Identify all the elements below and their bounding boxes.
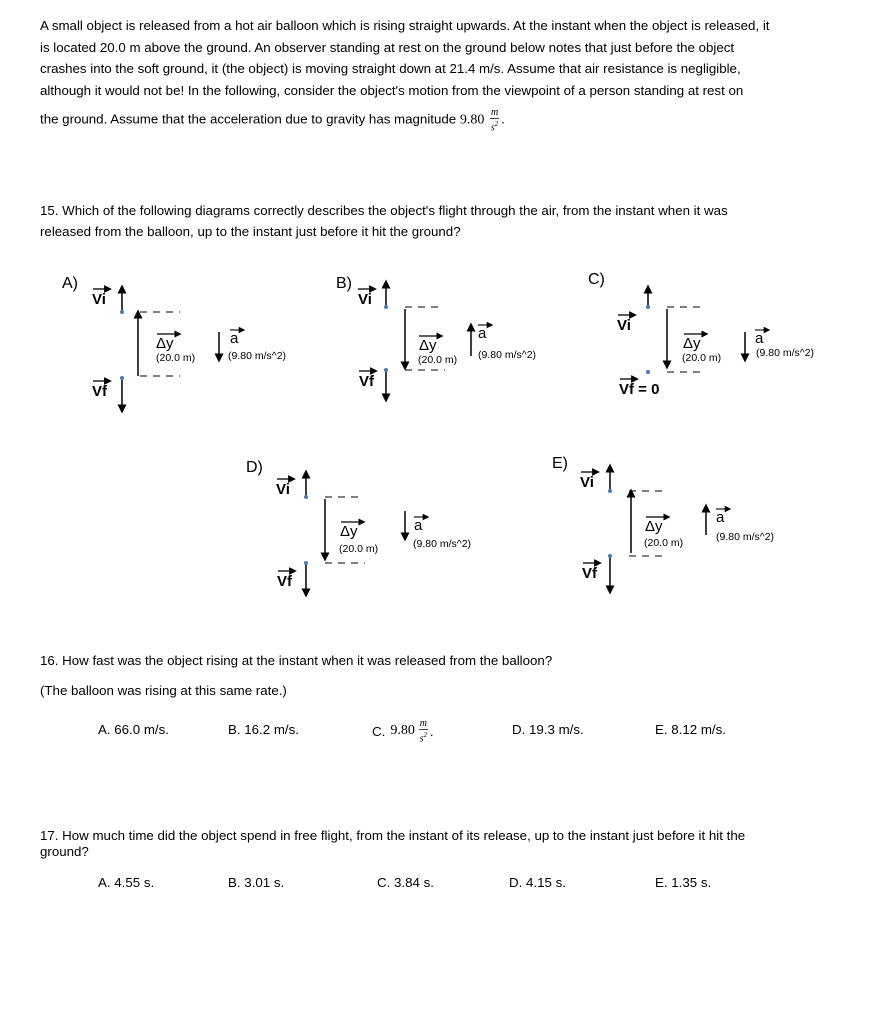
unit-numerator: m xyxy=(490,107,499,118)
vi-label: Vi xyxy=(358,291,372,308)
q17-answer-a[interactable]: A. 4.55 s. xyxy=(98,875,155,890)
q16-answer-d[interactable]: D. 19.3 m/s. xyxy=(512,722,584,737)
q17-answer-e[interactable]: E. 1.35 s. xyxy=(655,875,712,890)
dy-value: (20.0 m) xyxy=(682,352,722,364)
vf-label: Vf = 0 xyxy=(619,381,660,398)
intro-last-text: the ground. Assume that the acceleration due to gravity has magnitude xyxy=(40,111,457,127)
object-dot xyxy=(304,495,308,499)
q16-line2: (The balloon was rising at this same rate.) xyxy=(40,683,287,698)
vi-label: Vi xyxy=(617,317,631,334)
vf-label: Vf xyxy=(359,373,374,390)
object-dot xyxy=(608,489,612,493)
object-dot xyxy=(646,305,650,309)
dy-value: (20.0 m) xyxy=(418,354,458,366)
dy-value: (20.0 m) xyxy=(156,352,196,364)
object-dot xyxy=(120,376,124,380)
diagram-b xyxy=(336,275,536,398)
q17-line1: 17. How much time did the object spend in free flight, from the instant of its release, up to the instant just before it hit the xyxy=(40,828,746,843)
object-dot xyxy=(120,310,124,314)
vf-label: Vf xyxy=(582,565,597,582)
unit-denominator: $s^2$ xyxy=(490,120,499,134)
a-label: a xyxy=(716,509,725,526)
dy-value: (20.0 m) xyxy=(644,537,684,549)
q15-line2: released from the balloon, up to the instant just before it hit the ground? xyxy=(40,224,461,239)
object-dot xyxy=(304,561,308,565)
q16-answer-c-prefix: C. xyxy=(372,723,386,739)
dy-label: Δy xyxy=(645,518,663,535)
intro-line: is located 20.0 m above the ground. An observer standing at rest on the ground below notes that just before the object xyxy=(40,39,735,55)
a-label: a xyxy=(230,330,239,347)
q16-answer-c[interactable]: C. 9.80 $\frac{m}{s^2}$ . xyxy=(372,718,434,745)
diagram-label: C) xyxy=(588,271,605,288)
diagram-c xyxy=(588,271,814,398)
diagram-label: E) xyxy=(552,455,568,472)
diagram-a xyxy=(62,275,286,409)
intro-line: although it would not be! In the following, consider the object's motion from the viewpoint of a person standing at rest on xyxy=(40,82,744,98)
vi-label: Vi xyxy=(92,291,106,308)
diagram-label: A) xyxy=(62,275,78,292)
end-period: . xyxy=(501,111,505,127)
diagram-label: B) xyxy=(336,275,352,292)
q16-answer-e[interactable]: E. 8.12 m/s. xyxy=(655,722,726,737)
dy-label: Δy xyxy=(156,335,174,352)
vf-label: Vf xyxy=(277,573,292,590)
a-value: (9.80 m/s^2) xyxy=(478,349,537,361)
a-value: (9.80 m/s^2) xyxy=(413,538,472,550)
object-dot xyxy=(384,368,388,372)
a-value: (9.80 m/s^2) xyxy=(228,350,287,362)
dy-label: Δy xyxy=(419,337,437,354)
vi-label: Vi xyxy=(580,474,594,491)
object-dot xyxy=(384,305,388,309)
vi-label: Vi xyxy=(276,481,290,498)
q17-answer-d[interactable]: D. 4.15 s. xyxy=(509,875,566,890)
diagram-label: D) xyxy=(246,459,263,476)
unit-fraction: $\frac{m}{s^2}$ xyxy=(419,718,428,745)
dy-value: (20.0 m) xyxy=(339,543,379,555)
gravity-value: 9.80 xyxy=(459,112,485,128)
diagram-e xyxy=(552,455,774,590)
q16-line1: 16. How fast was the object rising at the instant when it was released from the balloon? xyxy=(40,653,553,668)
q17-answer-c[interactable]: C. 3.84 s. xyxy=(377,875,434,890)
object-dot xyxy=(608,554,612,558)
q15-line1: 15. Which of the following diagrams correctly describes the object's flight through the air, from the instant when it was xyxy=(40,203,728,218)
a-label: a xyxy=(478,325,487,342)
q16-answer-b[interactable]: B. 16.2 m/s. xyxy=(228,722,299,737)
dy-label: Δy xyxy=(683,335,701,352)
q17-answer-b[interactable]: B. 3.01 s. xyxy=(228,875,285,890)
a-value: (9.80 m/s^2) xyxy=(716,531,775,543)
q17-line2: ground? xyxy=(40,844,89,859)
object-dot xyxy=(646,370,650,374)
dy-label: Δy xyxy=(340,523,358,540)
a-label: a xyxy=(414,517,423,534)
q16-answer-c-value: 9.80 xyxy=(390,723,415,739)
vf-label: Vf xyxy=(92,383,107,400)
a-value: (9.80 m/s^2) xyxy=(756,347,815,359)
a-label: a xyxy=(755,330,764,347)
diagram-d xyxy=(246,459,471,593)
q16-answer-a[interactable]: A. 66.0 m/s. xyxy=(98,722,169,737)
intro-line: crashes into the soft ground, it (the object) is moving straight down at 21.4 m/s. Assume that air resistance is negligible, xyxy=(40,61,741,76)
intro-line: A small object is released from a hot air balloon which is rising straight upwards. At the instant when the object is released, it xyxy=(40,18,770,33)
